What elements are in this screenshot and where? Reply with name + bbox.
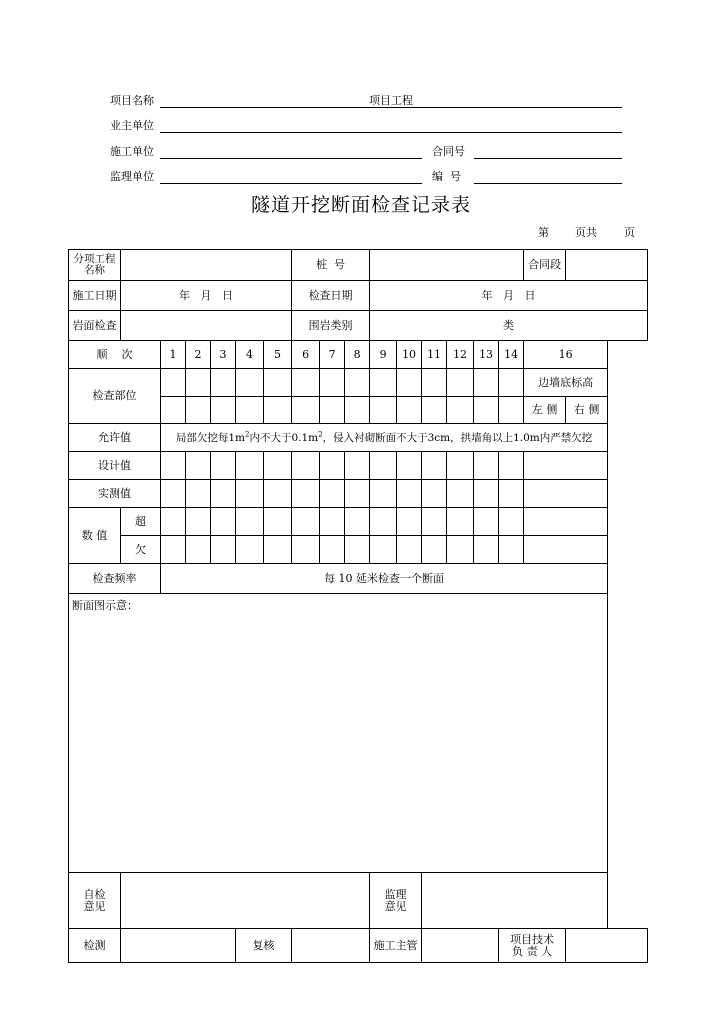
position-cell[interactable] bbox=[211, 397, 236, 424]
design-cell[interactable] bbox=[447, 452, 474, 480]
allowable-label: 允许值 bbox=[69, 424, 161, 452]
construction-date-cell[interactable]: 年 月 日 bbox=[121, 281, 292, 311]
design-cell[interactable] bbox=[422, 452, 447, 480]
under-cell[interactable] bbox=[320, 536, 345, 564]
under-cell[interactable] bbox=[397, 536, 422, 564]
sequence-number: 11 bbox=[422, 341, 447, 369]
contractor-label: 施工单位 bbox=[110, 145, 154, 158]
table-row bbox=[69, 250, 648, 281]
inspection-table bbox=[68, 249, 648, 963]
review-cell[interactable] bbox=[292, 929, 370, 963]
design-cell[interactable] bbox=[211, 452, 236, 480]
position-cell[interactable] bbox=[236, 397, 264, 424]
sequence-number: 12 bbox=[447, 341, 474, 369]
over-cell[interactable] bbox=[292, 508, 320, 536]
owner-field[interactable] bbox=[160, 117, 622, 133]
over-cell[interactable] bbox=[264, 508, 292, 536]
sequence-number: 2 bbox=[186, 341, 211, 369]
design-cell[interactable] bbox=[236, 452, 264, 480]
rock-class-cell[interactable]: 类 bbox=[370, 311, 648, 341]
sequence-number: 14 bbox=[499, 341, 524, 369]
owner-label: 业主单位 bbox=[110, 119, 154, 132]
position-cell[interactable] bbox=[161, 397, 186, 424]
construction-lead-cell[interactable] bbox=[422, 929, 499, 963]
opinion-row bbox=[69, 873, 648, 929]
over-cell[interactable] bbox=[499, 508, 524, 536]
side-wall-label: 边墙底标高 bbox=[524, 369, 608, 397]
allowable-text-part: 内不大于0.1m bbox=[249, 431, 319, 444]
measured-cell[interactable] bbox=[161, 480, 186, 508]
measured-cell[interactable] bbox=[236, 480, 264, 508]
contract-no-label: 合同号 bbox=[432, 145, 465, 158]
design-cell[interactable] bbox=[474, 452, 499, 480]
position-cell[interactable] bbox=[422, 397, 447, 424]
under-cell[interactable] bbox=[474, 536, 499, 564]
measured-cell[interactable] bbox=[320, 480, 345, 508]
measured-cell[interactable] bbox=[186, 480, 211, 508]
design-cell[interactable] bbox=[524, 452, 608, 480]
position-cell[interactable] bbox=[499, 369, 524, 397]
sequence-number: 10 bbox=[397, 341, 422, 369]
contract-no-field[interactable] bbox=[474, 143, 622, 159]
design-cell[interactable] bbox=[161, 452, 186, 480]
measured-cell[interactable] bbox=[499, 480, 524, 508]
sequence-number: 7 bbox=[320, 341, 345, 369]
supervisor-label: 监理单位 bbox=[110, 170, 154, 183]
measured-cell[interactable] bbox=[422, 480, 447, 508]
position-cell[interactable] bbox=[345, 397, 370, 424]
measured-label: 实测值 bbox=[69, 480, 161, 508]
rock-class-label: 围岩类别 bbox=[292, 311, 370, 341]
over-cell[interactable] bbox=[186, 508, 211, 536]
serial-no-label: 编 号 bbox=[432, 170, 461, 183]
rock-surface-label: 岩面检查 bbox=[69, 311, 121, 341]
sequence-number: 5 bbox=[264, 341, 292, 369]
position-cell[interactable] bbox=[320, 397, 345, 424]
project-name-label: 项目名称 bbox=[110, 94, 154, 107]
position-cell[interactable] bbox=[499, 397, 524, 424]
sequence-number: 4 bbox=[236, 341, 264, 369]
test-label: 检测 bbox=[69, 929, 121, 963]
under-cell[interactable] bbox=[264, 536, 292, 564]
sequence-number: 16 bbox=[524, 341, 608, 369]
position-cell[interactable] bbox=[186, 369, 211, 397]
page-label: 第 bbox=[538, 226, 549, 239]
design-label: 设计值 bbox=[69, 452, 161, 480]
serial-no-field[interactable] bbox=[474, 168, 622, 184]
over-cell[interactable] bbox=[474, 508, 499, 536]
rock-surface-cell[interactable] bbox=[121, 311, 292, 341]
page-total-label: 页共 bbox=[575, 226, 597, 239]
design-row bbox=[69, 452, 648, 480]
design-cell[interactable] bbox=[292, 452, 320, 480]
construction-date-label: 施工日期 bbox=[69, 281, 121, 311]
self-check-label: 自检 意见 bbox=[69, 873, 121, 929]
under-cell[interactable] bbox=[524, 536, 608, 564]
allowable-text bbox=[161, 424, 608, 452]
under-cell[interactable] bbox=[161, 536, 186, 564]
sequence-label: 顺 次 bbox=[69, 341, 161, 369]
sequence-number: 8 bbox=[345, 341, 370, 369]
pages-label: 页 bbox=[624, 226, 635, 239]
supervision-label: 监理 意见 bbox=[370, 873, 422, 929]
under-cell[interactable] bbox=[499, 536, 524, 564]
position-cell[interactable] bbox=[292, 397, 320, 424]
frequency-label: 检查频率 bbox=[69, 564, 161, 594]
section-diagram-row bbox=[69, 594, 648, 873]
project-name-value: 项目工程 bbox=[369, 94, 413, 107]
allowable-text-part: ，侵入衬砌断面不大于3cm，拱墙角以上1.0m内严禁欠挖 bbox=[322, 431, 593, 444]
under-cell[interactable] bbox=[186, 536, 211, 564]
right-side-label: 右 侧 bbox=[566, 397, 608, 424]
section-diagram-area[interactable] bbox=[69, 594, 608, 873]
inspection-date-cell[interactable]: 年 月 日 bbox=[370, 281, 648, 311]
sequence-number: 1 bbox=[161, 341, 186, 369]
under-cell[interactable] bbox=[370, 536, 397, 564]
under-label: 欠 bbox=[121, 536, 161, 564]
under-cell[interactable] bbox=[345, 536, 370, 564]
supervision-cell[interactable] bbox=[422, 873, 608, 929]
allowable-text-part: 局部欠挖每1m bbox=[175, 431, 245, 444]
sequence-number: 3 bbox=[211, 341, 236, 369]
allowable-sup: 2 bbox=[245, 430, 250, 438]
over-cell[interactable] bbox=[211, 508, 236, 536]
design-cell[interactable] bbox=[397, 452, 422, 480]
allowable-row bbox=[69, 424, 648, 452]
measured-cell[interactable] bbox=[524, 480, 608, 508]
position-cell[interactable] bbox=[397, 369, 422, 397]
design-cell[interactable] bbox=[186, 452, 211, 480]
position-cell[interactable] bbox=[474, 397, 499, 424]
under-cell[interactable] bbox=[422, 536, 447, 564]
test-cell[interactable] bbox=[121, 929, 236, 963]
over-cell[interactable] bbox=[422, 508, 447, 536]
sequence-number: 6 bbox=[292, 341, 320, 369]
station-label: 桩 号 bbox=[292, 250, 370, 281]
allowable-sup: 2 bbox=[318, 430, 323, 438]
measured-row bbox=[69, 480, 648, 508]
table-row bbox=[69, 311, 648, 341]
position-cell[interactable] bbox=[447, 369, 474, 397]
measured-cell[interactable] bbox=[211, 480, 236, 508]
contract-section-cell[interactable] bbox=[566, 250, 648, 281]
over-cell[interactable] bbox=[397, 508, 422, 536]
construction-lead-label: 施工主管 bbox=[370, 929, 422, 963]
position-cell[interactable] bbox=[474, 369, 499, 397]
over-cell[interactable] bbox=[524, 508, 608, 536]
position-cell[interactable] bbox=[370, 397, 397, 424]
position-cell[interactable] bbox=[422, 369, 447, 397]
sub-project-label: 分项工程 名称 bbox=[69, 250, 121, 281]
left-side-label: 左 侧 bbox=[524, 397, 566, 424]
table-row bbox=[69, 281, 648, 311]
frequency-row bbox=[69, 564, 648, 594]
supervisor-field[interactable] bbox=[160, 168, 422, 184]
page-title: 隧道开挖断面检查记录表 bbox=[250, 194, 471, 216]
signature-row bbox=[69, 929, 648, 963]
over-cell[interactable] bbox=[236, 508, 264, 536]
value-label: 数 值 bbox=[69, 508, 121, 564]
over-cell[interactable] bbox=[161, 508, 186, 536]
under-cell[interactable] bbox=[292, 536, 320, 564]
sequence-number: 9 bbox=[370, 341, 397, 369]
inspection-date-label: 检查日期 bbox=[292, 281, 370, 311]
tech-lead-label: 项目技术 负 责 人 bbox=[499, 929, 566, 963]
position-cell[interactable] bbox=[345, 369, 370, 397]
under-cell[interactable] bbox=[447, 536, 474, 564]
frequency-value: 每 10 延米检查一个断面 bbox=[161, 564, 608, 594]
review-label: 复核 bbox=[236, 929, 292, 963]
section-diagram-label: 断面图示意： bbox=[72, 599, 138, 612]
position-cell[interactable] bbox=[161, 369, 186, 397]
position-cell[interactable] bbox=[264, 369, 292, 397]
over-label: 超 bbox=[121, 508, 161, 536]
station-cell[interactable] bbox=[370, 250, 524, 281]
under-row bbox=[69, 536, 648, 564]
over-cell[interactable] bbox=[447, 508, 474, 536]
contractor-field[interactable] bbox=[160, 143, 422, 159]
tech-lead-cell[interactable] bbox=[566, 929, 648, 963]
position-label: 检查部位 bbox=[69, 369, 161, 424]
measured-cell[interactable] bbox=[447, 480, 474, 508]
over-cell[interactable] bbox=[370, 508, 397, 536]
measured-cell[interactable] bbox=[345, 480, 370, 508]
measured-cell[interactable] bbox=[264, 480, 292, 508]
position-cell[interactable] bbox=[292, 369, 320, 397]
position-cell[interactable] bbox=[320, 369, 345, 397]
position-cell[interactable] bbox=[370, 369, 397, 397]
contract-section-label: 合同段 bbox=[524, 250, 566, 281]
over-cell[interactable] bbox=[345, 508, 370, 536]
sub-project-cell[interactable] bbox=[121, 250, 292, 281]
measured-cell[interactable] bbox=[397, 480, 422, 508]
sequence-number: 13 bbox=[474, 341, 499, 369]
design-cell[interactable] bbox=[499, 452, 524, 480]
self-check-cell[interactable] bbox=[121, 873, 370, 929]
position-cell[interactable] bbox=[236, 369, 264, 397]
measured-cell[interactable] bbox=[474, 480, 499, 508]
sequence-row bbox=[69, 341, 648, 369]
design-cell[interactable] bbox=[264, 452, 292, 480]
position-cell[interactable] bbox=[264, 397, 292, 424]
over-cell[interactable] bbox=[320, 508, 345, 536]
under-cell[interactable] bbox=[211, 536, 236, 564]
design-cell[interactable] bbox=[370, 452, 397, 480]
design-cell[interactable] bbox=[320, 452, 345, 480]
position-cell[interactable] bbox=[447, 397, 474, 424]
measured-cell[interactable] bbox=[292, 480, 320, 508]
position-cell[interactable] bbox=[397, 397, 422, 424]
project-name-field[interactable] bbox=[160, 92, 622, 108]
position-row bbox=[69, 369, 648, 397]
position-cell[interactable] bbox=[211, 369, 236, 397]
measured-cell[interactable] bbox=[370, 480, 397, 508]
position-cell[interactable] bbox=[186, 397, 211, 424]
under-cell[interactable] bbox=[236, 536, 264, 564]
design-cell[interactable] bbox=[345, 452, 370, 480]
over-row bbox=[69, 508, 648, 536]
